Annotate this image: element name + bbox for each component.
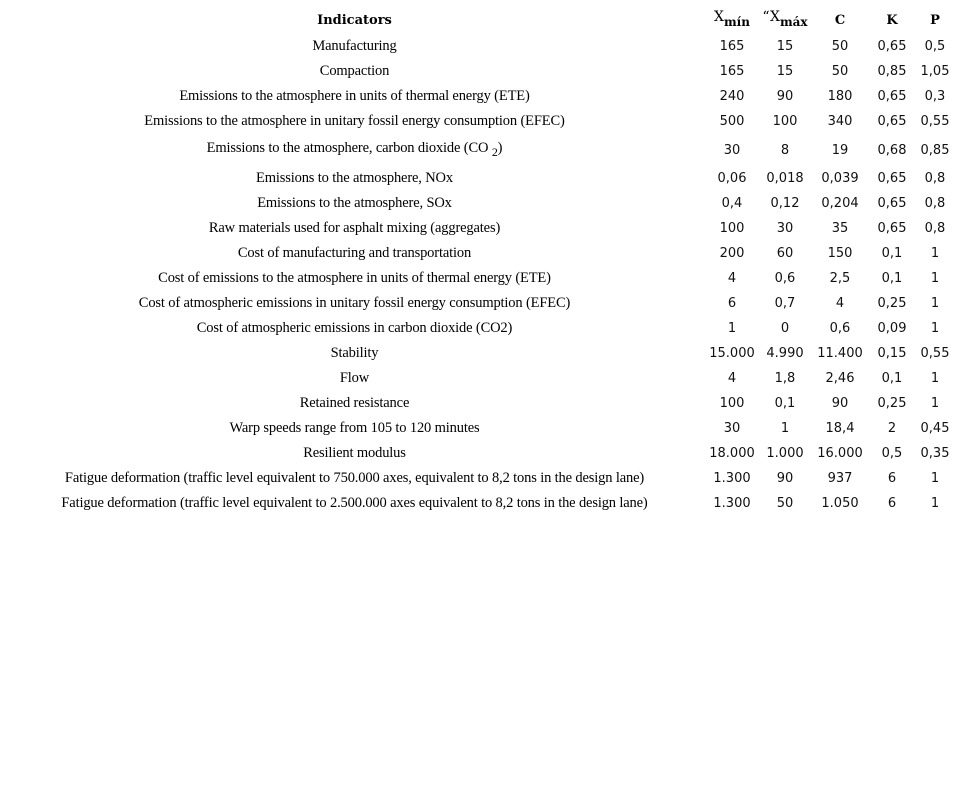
k-value: 0,65 [877, 89, 907, 104]
k-value: 0,85 [877, 64, 907, 79]
k-value: 0,1 [881, 246, 903, 261]
xmax-value: 100 [772, 114, 798, 129]
p-value: 0,3 [924, 89, 946, 104]
table-row [4, 59, 955, 84]
indicator-label: Warp speeds range from 105 to 120 minutes [229, 420, 480, 436]
p-value: 0,5 [924, 39, 946, 54]
c-value: 90 [831, 396, 849, 411]
c-value: 340 [827, 114, 853, 129]
p-value: 1 [930, 321, 940, 336]
indicator-label: Emissions to the atmosphere, NOx [256, 170, 453, 186]
table-row [4, 166, 955, 191]
p-value: 0,45 [920, 421, 950, 436]
header-p: P [930, 12, 940, 28]
k-value: 6 [887, 471, 897, 486]
xmin-value: 4 [727, 371, 737, 386]
c-value: 19 [831, 142, 849, 158]
indicators-table [4, 6, 955, 516]
xmin-value: 100 [719, 396, 745, 411]
xmin-value: 165 [719, 39, 745, 54]
p-value: 1 [930, 371, 940, 386]
indicator-label: Emissions to the atmosphere, carbon dioxide (CO $_2$) [206, 140, 503, 159]
xmax-value: 0,7 [774, 296, 796, 311]
xmin-value: 6 [727, 296, 737, 311]
p-value: 1 [930, 296, 940, 311]
k-value: 0,09 [877, 321, 907, 336]
c-value: 0,204 [821, 196, 859, 211]
xmax-value: 90 [776, 471, 794, 486]
k-value: 0,1 [881, 371, 903, 386]
p-value: 0,8 [924, 171, 946, 186]
table-row [4, 341, 955, 366]
k-value: 0,15 [877, 346, 907, 361]
p-value: 1 [930, 496, 940, 511]
table-row [4, 241, 955, 266]
table-row [4, 134, 955, 166]
xmin-value: 15.000 [709, 346, 755, 361]
xmin-value: 1 [727, 321, 737, 336]
indicator-label: Raw materials used for asphalt mixing (aggregates) [208, 220, 501, 236]
xmax-value: 4.990 [766, 346, 804, 361]
p-value: 1 [930, 271, 940, 286]
c-value: 35 [831, 221, 849, 236]
xmin-value: 0,06 [717, 171, 747, 186]
k-value: 6 [887, 496, 897, 511]
xmax-value: 15 [776, 39, 794, 54]
header-indicators: Indicators [317, 12, 392, 28]
indicator-label: Cost of manufacturing and transportation [237, 245, 472, 261]
indicator-label: Cost of atmospheric emissions in unitary fossil energy consumption (EFEC) [138, 295, 571, 311]
k-value: 2 [887, 421, 897, 436]
indicator-label: Emissions to the atmosphere, SOx [257, 195, 452, 211]
xmax-value: 50 [776, 496, 794, 511]
xmax-value: 1,8 [774, 371, 796, 386]
xmax-value: 0 [780, 321, 790, 336]
xmin-value: 0,4 [721, 196, 743, 211]
c-value: 11.400 [817, 346, 863, 361]
p-value: 1 [930, 396, 940, 411]
indicator-label: Manufacturing [312, 38, 397, 54]
indicator-label: Emissions to the atmosphere in units of thermal energy (ETE) [179, 88, 530, 104]
c-value: 2,46 [825, 371, 855, 386]
k-value: 0,65 [877, 114, 907, 129]
c-value: 1.050 [821, 496, 859, 511]
xmax-value: 30 [776, 221, 794, 236]
indicator-label: Stability [330, 345, 379, 361]
xmax-value: 60 [776, 246, 794, 261]
xmax-value: 0,6 [774, 271, 796, 286]
xmin-value: 500 [719, 114, 745, 129]
c-value: 4 [835, 296, 845, 311]
c-value: 50 [831, 64, 849, 79]
k-value: 0,65 [877, 171, 907, 186]
table-row [4, 441, 955, 466]
xmax-value: 0,1 [774, 396, 796, 411]
p-value: 0,8 [924, 196, 946, 211]
header-k: K [886, 12, 898, 28]
xmin-value: 4 [727, 271, 737, 286]
xmax-value: 15 [776, 64, 794, 79]
c-value: 150 [827, 246, 853, 261]
xmin-value: 200 [719, 246, 745, 261]
p-value: 1 [930, 246, 940, 261]
table-row [4, 266, 955, 291]
c-value: 180 [827, 89, 853, 104]
c-value: 2,5 [829, 271, 851, 286]
table-body [4, 34, 955, 516]
table-row [4, 216, 955, 241]
c-value: 937 [827, 471, 853, 486]
xmin-value: 100 [719, 221, 745, 236]
xmax-value: 0,12 [770, 196, 800, 211]
header-row [4, 6, 955, 34]
p-value: 1,05 [920, 64, 950, 79]
p-value: 0,55 [920, 346, 950, 361]
xmax-value: 1.000 [766, 446, 804, 461]
header-c: C [834, 12, 846, 28]
k-value: 0,5 [881, 446, 903, 461]
xmax-value: 1 [780, 421, 790, 436]
xmin-value: 18.000 [709, 446, 755, 461]
c-value: 16.000 [817, 446, 863, 461]
table-row [4, 109, 955, 134]
xmax-value: 90 [776, 89, 794, 104]
k-value: 0,65 [877, 39, 907, 54]
xmin-value: 1.300 [713, 471, 751, 486]
header-xmin: $X_{mín}$ [714, 9, 750, 29]
indicator-label: Cost of emissions to the atmosphere in units of thermal energy (ETE) [158, 270, 551, 286]
indicator-label: Cost of atmospheric emissions in carbon dioxide (CO2) [196, 320, 513, 336]
xmax-value: 8 [780, 142, 790, 158]
table-row [4, 491, 955, 516]
xmin-value: 30 [723, 142, 741, 158]
xmax-value: 0,018 [766, 171, 804, 186]
indicator-label: Compaction [319, 63, 390, 79]
table-row [4, 316, 955, 341]
xmin-value: 240 [719, 89, 745, 104]
p-value: 0,55 [920, 114, 950, 129]
k-value: 0,1 [881, 271, 903, 286]
indicator-label: Retained resistance [299, 395, 410, 411]
c-value: 18,4 [825, 421, 855, 436]
c-value: 0,039 [821, 171, 859, 186]
table-row [4, 416, 955, 441]
indicator-label: Resilient modulus [303, 445, 406, 461]
p-value: 1 [930, 471, 940, 486]
c-value: 50 [831, 39, 849, 54]
table-row [4, 291, 955, 316]
table-row [4, 391, 955, 416]
table-row [4, 366, 955, 391]
table-row [4, 466, 955, 491]
table-row [4, 84, 955, 109]
indicator-label: Flow [339, 370, 370, 386]
k-value: 0,65 [877, 221, 907, 236]
xmin-value: 1.300 [713, 496, 751, 511]
indicator-label: Fatigue deformation (traffic level equivalent to 750.000 axes, equivalent to 8,2 tons in the design lane) [64, 470, 645, 486]
xmin-value: 30 [723, 421, 741, 436]
p-value: 0,35 [920, 446, 950, 461]
indicator-label: Emissions to the atmosphere in unitary fossil energy consumption (EFEC) [144, 113, 565, 129]
c-value: 0,6 [829, 321, 851, 336]
k-value: 0,68 [877, 142, 907, 158]
table-row [4, 34, 955, 59]
table-row [4, 191, 955, 216]
k-value: 0,25 [877, 296, 907, 311]
k-value: 0,65 [877, 196, 907, 211]
xmin-value: 165 [719, 64, 745, 79]
indicator-label: Fatigue deformation (traffic level equivalent to 2.500.000 axes equivalent to 8,2 tons in the design lane) [61, 495, 648, 511]
p-value: 0,85 [920, 142, 950, 158]
header-xmax: “$X_{máx}$ [762, 9, 808, 29]
k-value: 0,25 [877, 396, 907, 411]
p-value: 0,8 [924, 221, 946, 236]
